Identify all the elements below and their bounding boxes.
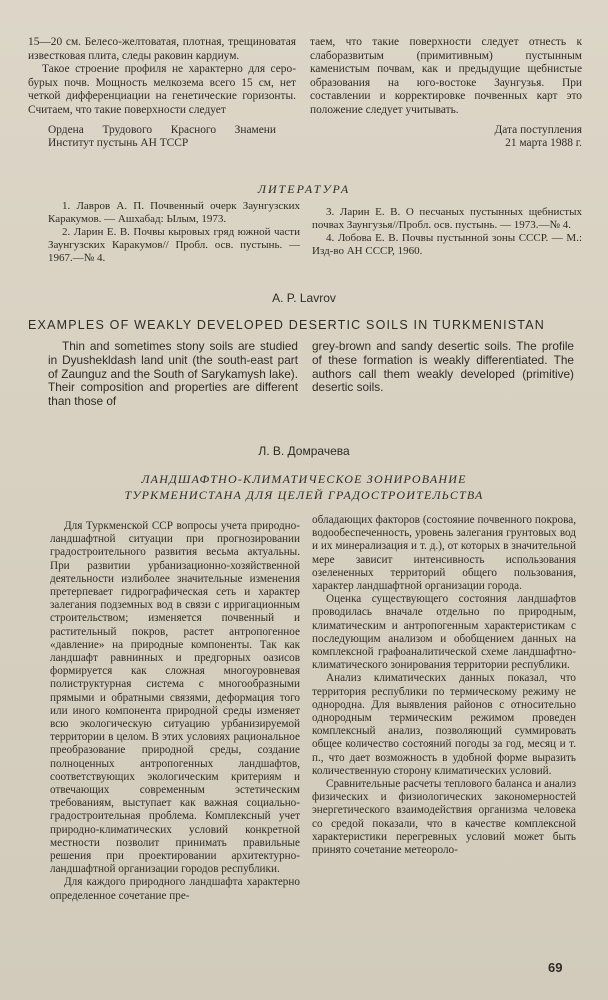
article-author: Л. В. Домрачева — [258, 444, 350, 458]
conclusion-text: таем, что такие поверхности следует отнесть к слаборазвитым (примитивным) пустынным каменистым почвам, как и предыдущие щебнистые образования на юго-востоке Заунгузья. При составлении и корректировке почвенных карт это положение следует учитывать. — [310, 36, 582, 116]
top-right-column — [310, 36, 582, 151]
article-paragraph-4: Оценка существующего состояния ландшафтов проводилась вначале отдельно по природным, климатическим и антропогенным характеристикам с последующим анализом и обобщением данных на комплексной графоаналитической схеме ландшафтно-климатического зонирования территории республики. — [312, 593, 576, 672]
reference-3: 3. Ларин Е. В. О песчаных пустынных щебнистых почвах Заунгузья//Пробл. осв. пустынь. — 1973.—№ 4. — [312, 206, 582, 231]
received-date: 21 марта 1988 г. — [505, 137, 582, 150]
article-paragraph-3: обладающих факторов (состояние почвенного покрова, водообеспеченность, уровень залегания грунтовых вод и их минерализация и т. д.), от которых в значительной мере зависит интенсивность использования озелененных территорий общего пользования, характер ландшафтной организации города. — [312, 514, 576, 593]
top-left-column — [28, 36, 296, 151]
received-label: Дата поступления — [494, 123, 582, 136]
page-number: 69 — [548, 960, 563, 975]
institution: Ордена Трудового Красного Знамени Институт пустынь АН ТССР — [48, 123, 276, 150]
english-title: EXAMPLES OF WEAKLY DEVELOPED DESERTIC SOILS IN TURKMENISTAN — [28, 318, 545, 332]
article-paragraph-5: Анализ климатических данных показал, что территория республики по термическому режиму не однородна. Для выявления районов с относительно однородным термическим режимом проведен комплексный анализ, позволяющий суммировать общее количество состояний погоды за год, месяц и т. п., что дает возможность в удобной форме выразить количественную сторону климатических условий. — [312, 672, 576, 777]
article-paragraph-2: Для каждого природного ландшафта характерно определенное сочетание пре- — [50, 876, 300, 902]
profile-layer-text: 15—20 см. Белесо-желтоватая, плотная, трещиноватая известковая плита, следы раковин кардиум. — [28, 36, 296, 62]
literature-heading: ЛИТЕРАТУРА — [257, 182, 351, 196]
article-left-column — [50, 520, 300, 903]
reference-1: 1. Лавров А. П. Почвенный очерк Заунгузских Каракумов. — Ашхабад: Ылым, 1973. — [48, 200, 300, 225]
literature-right — [312, 206, 582, 258]
english-author: A. P. Lavrov — [272, 291, 336, 305]
literature-left — [48, 200, 300, 265]
article-title-line2: ТУРКМЕНИСТАНА ДЛЯ ЦЕЛЕЙ ГРАДОСТРОИТЕЛЬСТВА — [124, 488, 484, 502]
reference-4: 4. Лобова Е. В. Почвы пустынной зоны СССР. — М.: Изд-во АН СССР, 1960. — [312, 232, 582, 257]
english-left — [48, 340, 298, 409]
profile-remark: Такое строение профиля не характерно для серо-бурых почв. Мощность мелкозема всего 15 см, нет четкой дифференциации на генетические горизонты. Считаем, что такие поверхности следует — [28, 63, 296, 116]
article-right-column — [312, 514, 576, 857]
reference-2: 2. Ларин Е. В. Почвы кыровых гряд южной части Заунгузских Каракумов// Пробл. осв. пустынь. — 1967.—№ 4. — [48, 226, 300, 264]
article-title-line1: ЛАНДШАФТНО-КЛИМАТИЧЕСКОЕ ЗОНИРОВАНИЕ — [141, 472, 467, 486]
article-paragraph-6: Сравнительные расчеты теплового баланса и анализ физических и физиологических закономерностей энергетического взаимодействия организма человека со средой показали, что в качестве комплексной характеристики перегревных условий может быть принято сочетание метеороло- — [312, 778, 576, 857]
english-abstract-part1: Thin and sometimes stony soils are studied in Dyushekldash land unit (the south-east part of Zaunguz and the South of Sarykamysh lake). Their composition and properties are different than those of — [48, 339, 298, 409]
article-paragraph-1: Для Туркменской ССР вопросы учета природно-ландшафтной ситуации при прогнозировании градостроительного развития весьма актуальны. При развитии урбанизационно-хозяйственной деятельности излиболее значительные изменения претерпевает гидрографическая сеть и характер залегания подземных вод в связи с ирригационным строительством; изменяется почвенный и растительный покров, растет антропогенное «давление» на природные компоненты. Так как ландшафт равнинных и предгорных оазисов формируется как сложная многоуровневая полиструктурная система с многообразными прямыми и обратными связями, деформация того или иного компонента природной среды изменяет всю экологическую ситуацию урбанизируемой территории в целом. В этих условиях рациональное преобразование природной среды, создание полноценных антропогенных ландшафтов, соответствующих экологическим критериям и отвечающих современным эстетическим требованиям, выступает как важная социально-градостроительная проблема. Комплексный учет природно-климатических условий конкретной местности позволит принимать правильные решения при проектировании архитектурно-ландшафтной организации городов республики. — [50, 520, 300, 876]
english-right — [312, 340, 574, 395]
english-abstract-part2: grey-brown and sandy desertic soils. The profile of these formation is weakly differentiated. The authors call them weakly developed (primitive) desertic soils. — [312, 339, 574, 395]
